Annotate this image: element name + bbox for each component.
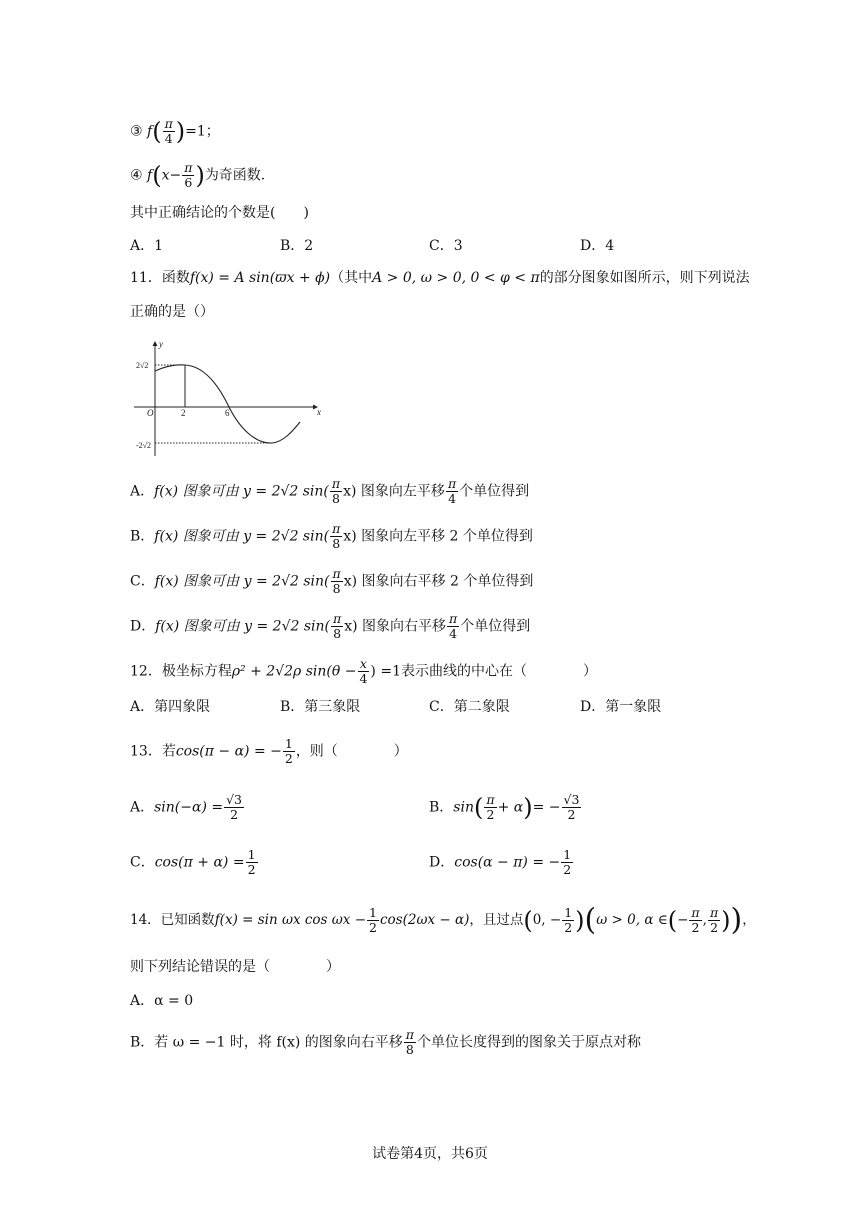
x-axis-label: x (317, 407, 321, 417)
y-axis-label: y (159, 339, 163, 349)
tick-label-2: 2 (181, 408, 186, 418)
q11-option-b[interactable]: B．f(x) 图象可由 y = 2√2 sin( $\frac{\pi}{8}$ x) 图象向左平移 2 个单位得到 (130, 521, 533, 551)
sine-curve (155, 365, 300, 443)
q12-option-d[interactable]: D．第一象限 (580, 699, 662, 715)
question-11-stem: 11．函数f(x) = A sin(ϖx + ϕ)（其中A > 0, ω > 0, 0 < φ < π的部分图象如图所示，则下列说法 (130, 270, 750, 286)
function-name: f (147, 123, 153, 140)
y-max-label: 2√2 (136, 361, 149, 370)
q11-option-a[interactable]: A．f(x) 图象可由 y = 2√2 sin( $\frac{\pi}{8}$ x) 图象向左平移 $\frac{\pi}{4}$ 个单位得到 (130, 476, 530, 506)
fraction: $\frac{\pi}{6}$ (184, 160, 193, 190)
statement-3: ③ f( $\frac{\pi}{4}$ )=1； (130, 116, 220, 146)
q11-option-d[interactable]: D．f(x) 图象可由 y = 2√2 sin( $\frac{\pi}{8}$ x) 图象向右平移 $\frac{\pi}{4}$ 个单位得到 (130, 611, 531, 641)
function-name: f (147, 167, 153, 184)
statement-marker: ④ (130, 167, 143, 184)
q13-option-a[interactable]: A．sin(−α) = $\frac{√3}{2}$ (130, 792, 243, 822)
q11-option-c[interactable]: C．f(x) 图象可由 y = 2√2 sin( $\frac{\pi}{8}$ x) 图象向右平移 2 个单位得到 (130, 566, 534, 596)
q13-option-d[interactable]: D．cos(α − π) = − $\frac{1}{2}$ (429, 847, 572, 877)
question-12-stem: 12．极坐标方程ρ² + 2√2ρ sin(θ − $\frac{x}{4}$ ) =1表示曲线的中心在（ ） (130, 656, 597, 686)
tick-label-6: 6 (225, 408, 230, 418)
question-14-stem-line2: 则下列结论错误的是（ ） (130, 959, 340, 975)
question-14-stem: 14．已知函数f(x) = sin ωx cos ωx − $\frac{1}{2}$ cos(2ωx − α)，且过点(0, − $\frac{1}{2}$ )(ω > 0, α ∈(− $\frac{\pi}{2}$ , $\frac{\pi}{2}$ ))， (130, 902, 756, 938)
q12-option-c[interactable]: C．第二象限 (429, 699, 510, 715)
q13-option-b[interactable]: B．sin( $\frac{\pi}{2}$ + α)= − $\frac{√3}{2}$ (429, 792, 580, 822)
option-d[interactable]: D．4 (580, 238, 615, 254)
origin-label: O (147, 408, 154, 418)
sine-graph (128, 338, 333, 458)
question-13-stem: 13．若cos(π − α) = − $\frac{1}{2}$ ，则（ ） (130, 736, 408, 766)
q13-option-c[interactable]: C．cos(π + α) = $\frac{1}{2}$ (130, 847, 256, 877)
formula: f(x) = sin ωx cos ωx − (214, 912, 367, 928)
fraction: $\frac{\pi}{4}$ (164, 116, 173, 146)
option-a[interactable]: A．1 (130, 238, 164, 254)
equation-rhs: =1； (185, 123, 220, 140)
q12-option-b[interactable]: B．第三象限 (280, 699, 361, 715)
statement-marker: ③ (130, 123, 143, 140)
page-footer: 试卷第4页，共6页 (372, 1146, 488, 1162)
statement-4: ④ f(x− $\frac{\pi}{6}$ )为奇函数. (130, 160, 266, 190)
formula: f(x) = A sin(ϖx + ϕ) (189, 270, 331, 286)
condition: A > 0, ω > 0, 0 < φ < π (372, 270, 540, 286)
q14-option-a[interactable]: A．α = 0 (130, 993, 194, 1009)
formula: ρ² + 2√2ρ sin(θ − (231, 663, 357, 680)
q12-option-a[interactable]: A．第四象限 (130, 699, 211, 715)
question-11-stem-line2: 正确的是（） (130, 304, 214, 320)
q14-option-b[interactable]: B．若 ω = −1 时，将 f(x) 的图象向右平移 $\frac{\pi}{8}$ 个单位长度得到的图象关于原点对称 (130, 1027, 641, 1057)
question-prompt: 其中正确结论的个数是( ) (130, 205, 309, 221)
option-c[interactable]: C．3 (429, 238, 463, 254)
formula: cos(π − α) = − (175, 743, 282, 760)
option-b[interactable]: B．2 (280, 238, 314, 254)
y-min-label: -2√2 (136, 441, 152, 450)
